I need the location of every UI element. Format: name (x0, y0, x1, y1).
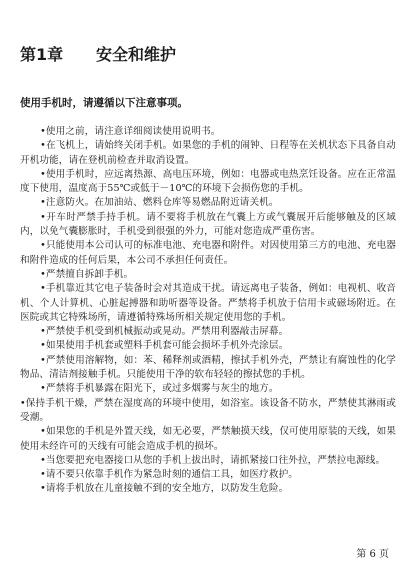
safety-note: •开车时严禁手持手机。请不要将手机放在气囊上方或气囊展开后能够触及的区域内，以免气囊膨胀时，手机受到很强的外力，可能对您造成严重伤害。 (20, 211, 396, 238)
safety-note: •如果您的手机是外置天线，如无必要，严禁触摸天线，仅可使用原装的天线，如果使用未经许可的天线有可能会造成手机的损坏。 (20, 426, 396, 452)
safety-note: •在飞机上，请始终关闭手机。如果您的手机的闹钟、日程等在关机状态下具备自动开机功能，请在登机前检查并取消设置。 (20, 140, 396, 166)
safety-note: •保持手机干燥，严禁在湿度高的环境中使用，如浴室。该设备不防水，严禁使其淋雨或受潮。 (20, 397, 396, 423)
safety-note: •严禁使用溶解物，如：苯、稀释剂或酒精，擦拭手机外壳，严禁让有腐蚀性的化学物品、清洁剂接触手机。只能使用干净的软布轻轻的擦拭您的手机。 (20, 354, 396, 381)
safety-note: •请将手机放在儿童接触不到的安全地方，以防发生危险。 (40, 483, 289, 495)
safety-note: •请不要只依靠手机作为紧急时刻的通信工具，如医疗救护。 (40, 469, 298, 481)
chapter-title: 安全和维护 (96, 45, 177, 64)
page-number: 第 6 页 (356, 549, 389, 560)
safety-note: •使用之前，请注意详细阅读使用说明书。 (40, 126, 221, 137)
safety-note: •手机靠近其它电子装备时会对其造成干扰。请远离电子装备，例如：电视机、收音机、个人计算机、心脏起搏器和助听器等设备。严禁将手机放于信用卡或磁场附近。在医院或其它特殊场所，请遵循特殊场所相关规定使用您的手机。 (20, 283, 396, 323)
safety-note: •注意防火。在加油站、燃料仓库等易燃品附近请关机。 (40, 197, 279, 209)
safety-note: •如果使用手机套或塑料手机套可能会损坏手机外壳涂层。 (40, 340, 289, 352)
chapter-number: 第1章 (20, 45, 64, 64)
section-subtitle: 使用手机时，请遵循以下注意事项。 (20, 97, 188, 109)
safety-note: •当您要把充电器接口从您的手机上拔出时，请抓紧接口往外拉，严禁拉电源线。 (40, 454, 386, 466)
safety-note: •只能使用本公司认可的标准电池、充电器和附件。对因使用第三方的电池、充电器和附件造成的任何后果，本公司不承担任何责任。 (20, 240, 396, 266)
safety-note: •严禁将手机暴露在阳光下，或过多烟雾与灰尘的地方。 (40, 383, 279, 395)
safety-note: •严禁使手机受到机械振动或晃动。严禁用利器敲击屏幕。 (40, 326, 289, 338)
safety-notes (20, 125, 396, 497)
safety-note: •使用手机时，应远离热源、高电压环境，例如：电器或电热烹饪设备。应在正常温度下使用，温度高于55℃或低于－10℃的环境下会损伤您的手机。 (20, 168, 396, 195)
chapter-heading (20, 44, 400, 66)
safety-note: •严禁擅自拆卸手机。 (40, 268, 134, 280)
